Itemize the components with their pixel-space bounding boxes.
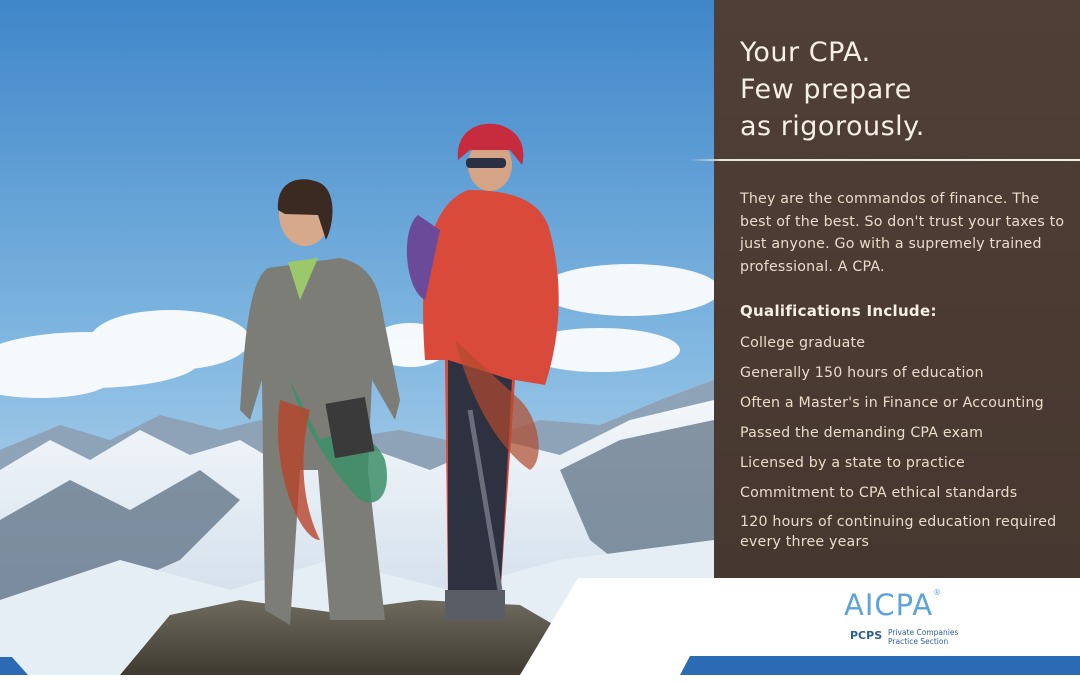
pcps-subtitle: Private Companies Practice Section (888, 628, 959, 646)
headline-line-3: as rigorously. (740, 111, 925, 142)
qualifications-list (740, 332, 1070, 556)
qualification-item: 120 hours of continuing education required every three years (740, 514, 1057, 550)
pcps-label: PCPS (850, 629, 883, 642)
aicpa-wordmark-text: AICPA (844, 588, 934, 622)
qualifications-title: Qualifications Include: (740, 302, 937, 320)
headline (740, 34, 925, 145)
copy-panel (714, 0, 1080, 578)
qualification-item: Passed the demanding CPA exam (740, 425, 984, 441)
aicpa-logo (844, 586, 974, 652)
qualification-item: Generally 150 hours of education (740, 365, 984, 381)
headline-divider (690, 159, 1080, 161)
aicpa-wordmark (844, 588, 942, 622)
qualification-item: College graduate (740, 335, 866, 351)
headline-line-1: Your CPA. (740, 37, 871, 68)
qualification-item: Commitment to CPA ethical standards (740, 485, 1018, 501)
footer-bar-text (808, 666, 815, 682)
body-copy: They are the commandos of finance. The best of the best. So don't trust your taxes to just anyone. Go with a supremely trained professional. A CPA. (740, 191, 1065, 275)
headline-line-2: Few prepare (740, 74, 912, 105)
qualification-item: Licensed by a state to practice (740, 455, 965, 471)
registered-mark: ® (933, 588, 943, 597)
qualification-item: Often a Master's in Finance or Accounting (740, 395, 1044, 411)
footer-bar (680, 656, 1080, 675)
